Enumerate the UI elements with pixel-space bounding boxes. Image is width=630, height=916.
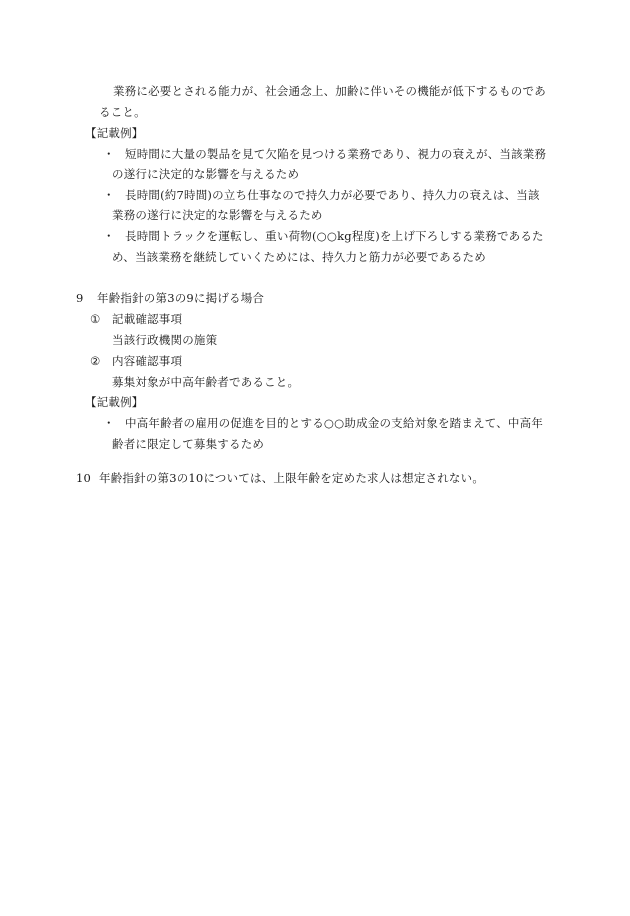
example-3-line-2: め、当該業務を継続していくためには、持久力と筋力が必要であるため	[112, 250, 486, 264]
bullet-marker: ・	[103, 229, 115, 243]
section-9-example-line-1: 中高年齢者の雇用の促進を目的とする○○助成金の支給対象を踏まえて、中高年	[125, 416, 544, 430]
example-3-line-1: 長時間トラックを運転し、重い荷物(○○kg程度)を上げ下ろしする業務であるた	[125, 229, 544, 243]
intro-line-2: ること。	[99, 105, 146, 119]
bullet-marker: ・	[103, 416, 115, 430]
item-2-marker: ②	[90, 354, 101, 368]
bullet-marker: ・	[103, 188, 115, 202]
section-10-text: 年齢指針の第3の10については、上限年齢を定めた求人は想定されない。	[99, 471, 485, 485]
section-9-example-line-2: 齢者に限定して募集するため	[112, 437, 265, 451]
section-10-number: 10	[76, 471, 92, 485]
intro-line-1: 業務に必要とされる能力が、社会通念上、加齢に伴いその機能が低下するものであ	[113, 84, 546, 98]
example-2-line-2: 業務の遂行に決定的な影響を与えるため	[112, 208, 323, 222]
section-9-heading: 年齢指針の第3の9に掲げる場合	[97, 291, 265, 305]
bullet-marker: ・	[103, 147, 115, 161]
item-1-title: 記載確認事項	[112, 312, 183, 326]
example-1-line-1: 短時間に大量の製品を見て欠陥を見つける業務であり、視力の衰えが、当該業務	[125, 147, 547, 161]
example-1-line-2: の遂行に決定的な影響を与えるため	[112, 167, 300, 181]
section-9-number: 9	[76, 291, 84, 305]
item-1-marker: ①	[90, 312, 101, 326]
item-2-title: 内容確認事項	[112, 354, 183, 368]
example-2-line-1: 長時間(約7時間)の立ち仕事なので持久力が必要であり、持久力の衰えは、当該	[125, 188, 540, 202]
example-label: 【記載例】	[85, 395, 144, 409]
example-label: 【記載例】	[85, 126, 144, 140]
item-1-body: 当該行政機関の施策	[112, 333, 218, 347]
item-2-body: 募集対象が中高年齢者であること。	[112, 375, 300, 389]
